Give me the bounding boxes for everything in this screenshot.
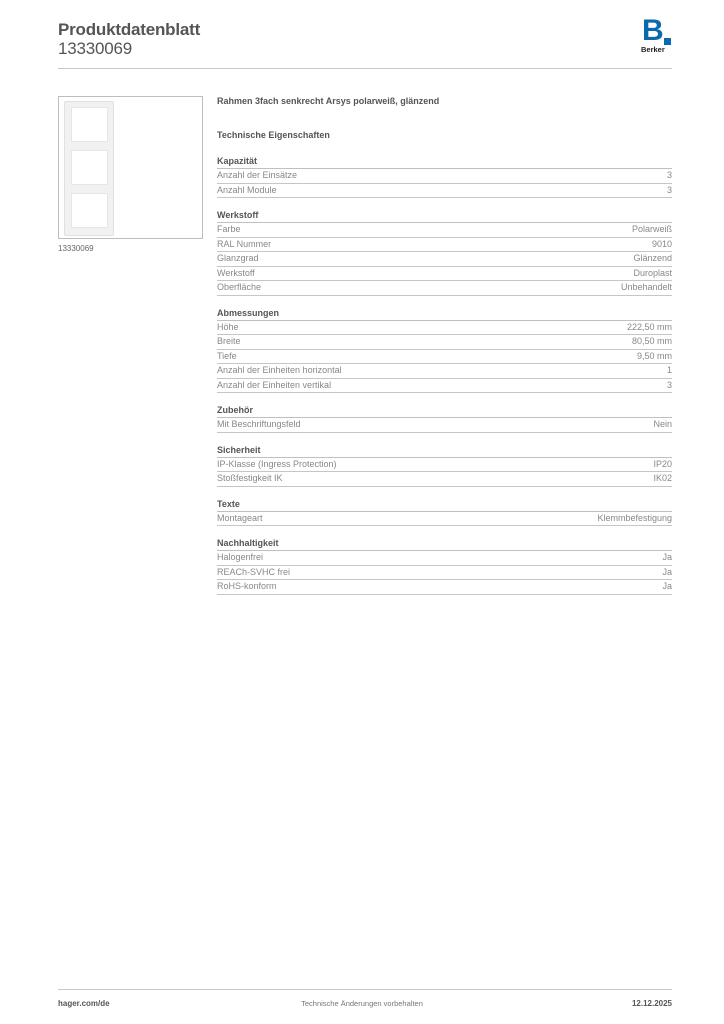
spec-label: Anzahl der Einheiten horizontal <box>217 365 342 375</box>
spec-row <box>217 350 672 365</box>
frame-cell <box>71 150 108 185</box>
spec-label: Stoßfestigkeit IK <box>217 473 283 483</box>
spec-value: Duroplast <box>633 267 672 278</box>
spec-value: Unbehandelt <box>620 282 672 292</box>
product-name: Rahmen 3fach senkrecht Arsys polarweiß, glänzend <box>217 96 440 106</box>
spec-label: IP-Klasse (Ingress Protection) <box>217 458 337 469</box>
spec-group <box>217 445 672 487</box>
spec-row <box>217 223 672 238</box>
spec-label: Glanzgrad <box>217 253 259 263</box>
spec-row <box>217 184 672 199</box>
spec-label: RoHS-konform <box>217 581 277 591</box>
spec-label: Montageart <box>217 512 263 523</box>
spec-value: 9,50 mm <box>636 350 672 361</box>
group-heading: Nachhaltigkeit <box>217 538 672 551</box>
spec-value: Nein <box>653 419 672 429</box>
spec-label: Tiefe <box>217 350 237 361</box>
frame-cell <box>71 107 108 142</box>
group-heading: Kapazität <box>217 156 672 169</box>
spec-row <box>217 364 672 379</box>
logo-dot-icon <box>664 38 671 45</box>
spec-group <box>217 405 672 433</box>
spec-label: Breite <box>217 336 241 346</box>
logo-mark: B <box>642 14 664 47</box>
spec-label: Farbe <box>217 224 241 234</box>
spec-label: Mit Beschriftungsfeld <box>217 419 301 429</box>
spec-value: Ja <box>662 566 672 577</box>
spec-value: 3 <box>666 379 672 390</box>
header-divider <box>58 68 672 69</box>
spec-row <box>217 580 672 595</box>
spec-value: Ja <box>662 552 672 562</box>
spec-label: Höhe <box>217 321 239 332</box>
spec-value: 80,50 mm <box>631 336 672 346</box>
spec-groups <box>217 156 672 595</box>
page-title: Produktdatenblatt <box>58 20 201 39</box>
spec-value: Klemmbefestigung <box>597 512 672 523</box>
spec-label: Oberfläche <box>217 282 262 292</box>
spec-value: IP20 <box>653 458 672 469</box>
frame-cell <box>71 193 108 228</box>
spec-value: 222,50 mm <box>626 321 672 332</box>
spec-row <box>217 169 672 184</box>
article-number: 13330069 <box>58 39 133 58</box>
group-heading: Texte <box>217 499 672 512</box>
spec-row <box>217 379 672 394</box>
spec-label: Anzahl Module <box>217 184 277 195</box>
spec-value: IK02 <box>653 473 672 483</box>
frame-illustration <box>64 101 114 236</box>
spec-group <box>217 210 672 296</box>
footer-disclaimer: Technische Änderungen vorbehalten <box>301 999 423 1008</box>
spec-row <box>217 238 672 253</box>
logo-text: Berker <box>641 45 665 54</box>
spec-row <box>217 418 672 433</box>
spec-value: 1 <box>666 365 672 375</box>
spec-row <box>217 472 672 487</box>
spec-group <box>217 499 672 527</box>
spec-label: REACh-SVHC frei <box>217 566 291 577</box>
berker-logo <box>640 16 674 54</box>
spec-content <box>217 96 672 595</box>
spec-value: Polarweiß <box>631 224 672 234</box>
product-image <box>58 96 203 239</box>
spec-group <box>217 538 672 595</box>
spec-row <box>217 321 672 336</box>
image-caption: 13330069 <box>58 244 94 253</box>
spec-row <box>217 458 672 473</box>
group-heading: Zubehör <box>217 405 672 418</box>
section-title: Technische Eigenschaften <box>217 130 330 140</box>
spec-group <box>217 308 672 394</box>
spec-label: Halogenfrei <box>217 552 264 562</box>
spec-group <box>217 156 672 198</box>
spec-row <box>217 252 672 267</box>
group-heading: Sicherheit <box>217 445 672 458</box>
spec-row <box>217 566 672 581</box>
spec-row <box>217 281 672 296</box>
spec-label: RAL Nummer <box>217 238 272 249</box>
spec-label: Werkstoff <box>217 267 255 278</box>
spec-label: Anzahl der Einsätze <box>217 170 298 180</box>
spec-value: Glänzend <box>633 253 672 263</box>
footer-website[interactable]: hager.com/de <box>58 999 110 1008</box>
spec-label: Anzahl der Einheiten vertikal <box>217 379 332 390</box>
spec-row <box>217 551 672 566</box>
footer-divider <box>58 989 672 990</box>
spec-value: 9010 <box>651 238 672 249</box>
spec-value: Ja <box>662 581 672 591</box>
spec-value: 3 <box>666 170 672 180</box>
spec-value: 3 <box>666 184 672 195</box>
group-heading: Werkstoff <box>217 210 672 223</box>
spec-row <box>217 267 672 282</box>
group-heading: Abmessungen <box>217 308 672 321</box>
spec-row <box>217 335 672 350</box>
spec-row <box>217 512 672 527</box>
footer-date: 12.12.2025 <box>631 999 672 1008</box>
